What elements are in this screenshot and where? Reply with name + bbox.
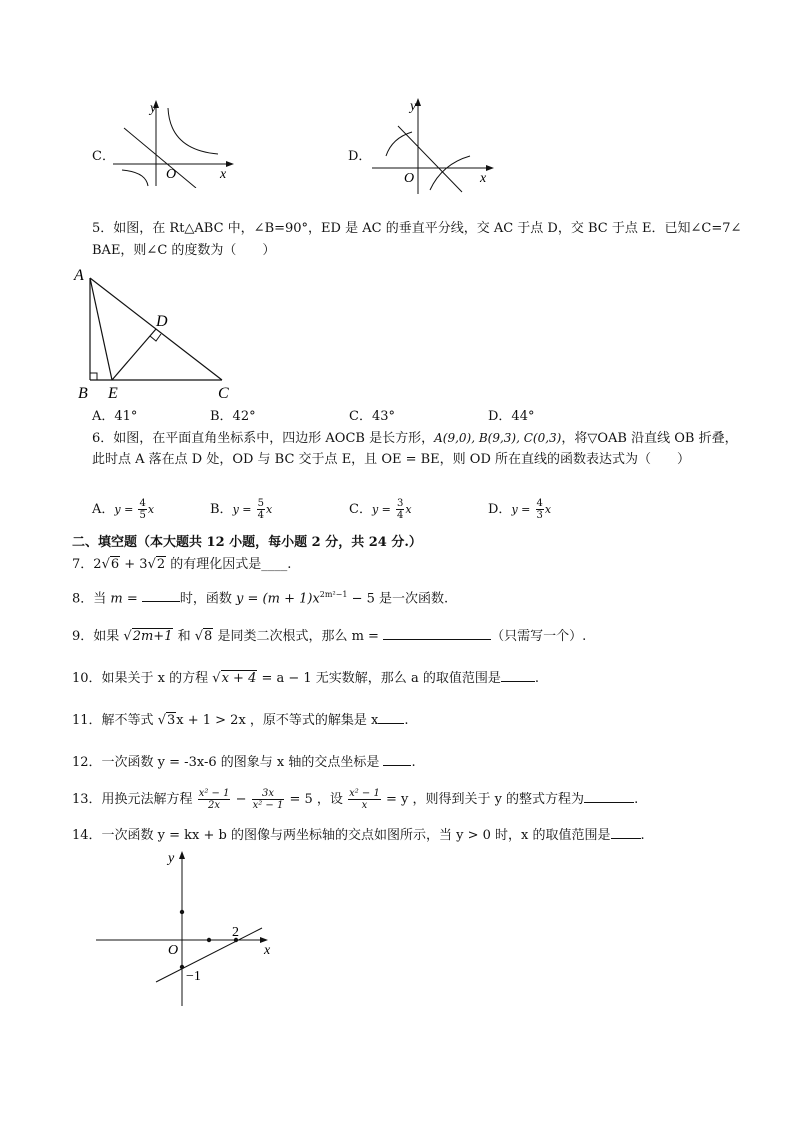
q5-text-line2: BAE，则∠C 的度数为（ ） bbox=[92, 243, 276, 258]
q4d-origin: O bbox=[404, 171, 415, 186]
q13: 13．用换元法解方程 $\frac{\text{x² − 1}}{2x}$ − $\frac{3x}{\text{x² − 1}}$ = 5 ，设 $\frac{\text{x² − 1}}{x}$ = y ，则得到关于 y 的整式方程为 . bbox=[72, 788, 639, 811]
q5-label-e: E bbox=[108, 385, 118, 402]
q5-label-c: C bbox=[218, 385, 229, 402]
q6-line1-c: ，将▽OAB 沿直线 OB 折叠， bbox=[561, 431, 738, 446]
q14-tick-2: 2 bbox=[232, 925, 239, 940]
q4d-x-label: x bbox=[480, 171, 487, 186]
q13-answer-blank[interactable] bbox=[584, 790, 634, 803]
q8-answer-blank[interactable] bbox=[142, 589, 180, 602]
q9-answer-blank[interactable] bbox=[383, 627, 491, 640]
q4-graph-d bbox=[370, 96, 520, 196]
q5-choice-c: C．43° bbox=[349, 409, 395, 424]
q10: 10．如果关于 x 的方程 √x + 4 = a − 1 无实数解，那么 a 的取值范围是 . bbox=[72, 671, 539, 686]
q14-origin: O bbox=[168, 943, 179, 958]
section-2-title: 二、填空题（本大题共 12 小题，每小题 2 分，共 24 分.） bbox=[72, 535, 422, 550]
q9: 9．如果 √2m+1 和 √8 是同类二次根式，那么 m = （只需写一个）. bbox=[72, 629, 587, 644]
q12: 12．一次函数 y = -3x-6 的图象与 x 轴的交点坐标是 . bbox=[72, 755, 416, 770]
q14-x-label: x bbox=[264, 943, 271, 958]
q5-label-d: D bbox=[156, 313, 168, 330]
q14-answer-blank[interactable] bbox=[611, 826, 641, 839]
q6-choice-d: D．y = $\frac{4}{3}$ x bbox=[488, 498, 552, 521]
q4d-y-label: y bbox=[410, 99, 417, 114]
q11: 11．解不等式 √3x + 1 > 2x ，原不等式的解集是 x . bbox=[72, 713, 409, 728]
q8: 8．当 m = 时，函数 $y = (m + 1)x^{2m^2-1} - 5$ 是一次函数. bbox=[72, 590, 449, 607]
q6-line1-coords: A(9,0), B(9,3), C(0,3) bbox=[434, 431, 562, 445]
q4c-y-label: y bbox=[150, 101, 157, 116]
q6-choice-a: A．y = $\frac{4}{5}$ x bbox=[92, 498, 155, 521]
q5-label-b: B bbox=[78, 385, 88, 402]
q5-label-a: A bbox=[74, 267, 84, 284]
q11-answer-blank[interactable] bbox=[378, 711, 404, 724]
q5-choice-d: D．44° bbox=[488, 409, 535, 424]
q7: 7．2√6 + 3√2 的有理化因式是____. bbox=[72, 557, 292, 572]
q14-tick-neg1: −1 bbox=[186, 969, 201, 984]
q4-option-d-label: D． bbox=[348, 149, 372, 164]
q4-option-c-label: C． bbox=[92, 149, 115, 164]
q5-triangle-figure bbox=[72, 262, 262, 402]
q12-answer-blank[interactable] bbox=[383, 753, 411, 766]
q6-text-line2: 此时点 A 落在点 D 处，OD 与 BC 交于点 E，且 OE = BE，则 OD 所在直线的函数表达式为（ ） bbox=[92, 452, 691, 467]
q6-choice-b: B．y = $\frac{5}{4}$ x bbox=[210, 498, 273, 521]
q6-choice-c: C．y = $\frac{3}{4}$ x bbox=[349, 498, 412, 521]
q6-line1-a: 6．如图，在平面直角坐标系中，四边形 AOCB 是长方形， bbox=[92, 431, 435, 446]
q6-text-line1 bbox=[92, 430, 738, 447]
q4-graph-c bbox=[108, 98, 258, 188]
q4c-origin: O bbox=[166, 167, 177, 182]
q5-choice-b: B．42° bbox=[210, 409, 256, 424]
q4c-x-label: x bbox=[220, 167, 227, 182]
q14: 14．一次函数 y = kx + b 的图像与两坐标轴的交点如图所示，当 y > 0 时，x 的取值范围是 . bbox=[72, 828, 645, 843]
q5-choice-a: A．41° bbox=[92, 409, 138, 424]
q14-graph bbox=[94, 846, 294, 1006]
q10-answer-blank[interactable] bbox=[501, 669, 535, 682]
q5-text-line1: 5．如图，在 Rt△ABC 中，∠B=90°，ED 是 AC 的垂直平分线，交 AC 于点 D，交 BC 于点 E．已知∠C=7∠ bbox=[92, 221, 742, 236]
q14-y-label: y bbox=[168, 851, 175, 866]
